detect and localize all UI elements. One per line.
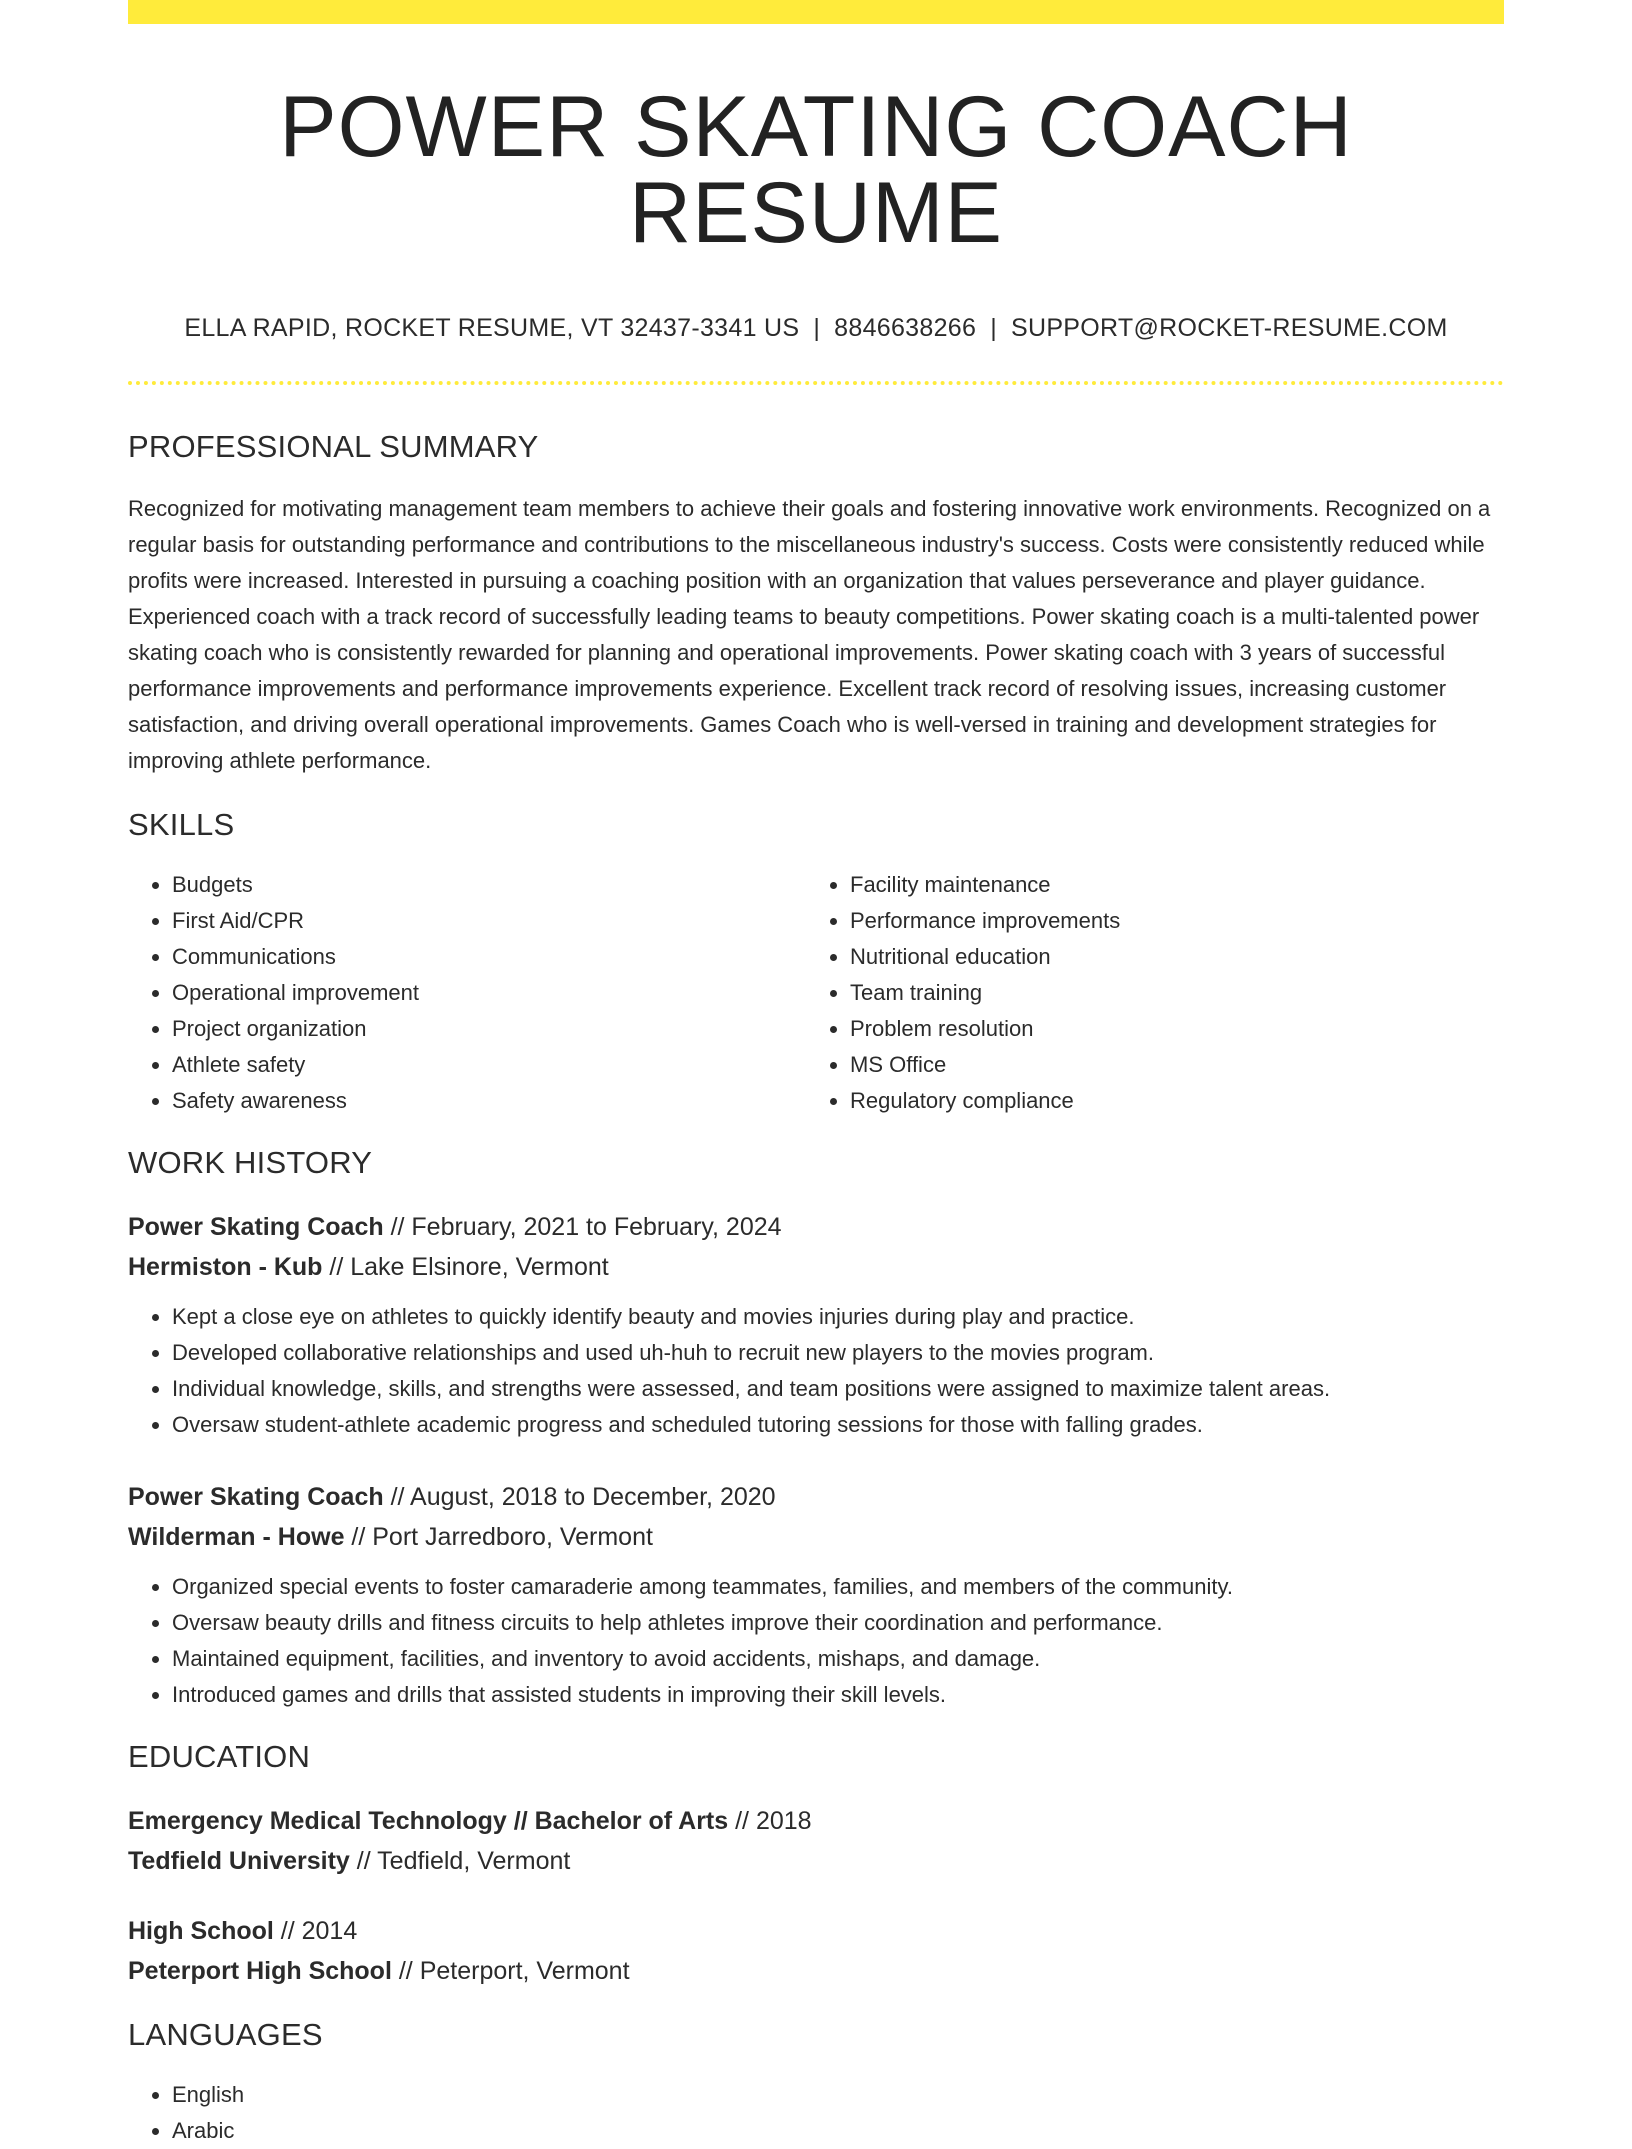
education-year: // 2018 — [728, 1807, 812, 1835]
job-bullet: • Maintained equipment, facilities, and inventory to avoid accidents, mishaps, and damage. — [172, 1641, 1504, 1677]
contact-line — [128, 314, 1504, 343]
education-school-line — [128, 1841, 1504, 1881]
job-title: Power Skating Coach — [128, 1483, 384, 1511]
contact-separator: | — [813, 314, 821, 342]
skill-item: • Performance improvements — [850, 903, 1484, 939]
dotted-divider — [128, 381, 1504, 385]
job-bullet: • Individual knowledge, skills, and strengths were assessed, and team positions were assigned to maximize talent areas. — [172, 1371, 1504, 1407]
education-location: // Peterport, Vermont — [391, 1957, 630, 1985]
education-entry — [128, 1911, 1504, 1991]
section-heading-education: EDUCATION — [128, 1739, 311, 1774]
job-bullet: • Organized special events to foster camaraderie among teammates, families, and members of the community. — [172, 1569, 1504, 1605]
education-degree: Emergency Medical Technology // Bachelor of Arts — [128, 1807, 729, 1835]
education-degree: High School — [128, 1917, 274, 1945]
education-degree-line — [128, 1801, 1504, 1841]
contact-phone: 8846638266 — [834, 314, 977, 342]
skill-item: • Nutritional education — [850, 939, 1484, 975]
resume-page — [128, 0, 1504, 2149]
skill-item: • Project organization — [172, 1011, 806, 1047]
skill-item: • Facility maintenance — [850, 867, 1484, 903]
skill-item: • Budgets — [172, 867, 806, 903]
education-entry — [128, 1801, 1504, 1881]
resume-title: POWER SKATING COACH RESUME — [279, 79, 1353, 261]
contact-separator: | — [990, 314, 997, 342]
job-dates: // August, 2018 to December, 2020 — [383, 1483, 776, 1511]
job-dates: // February, 2021 to February, 2024 — [383, 1213, 782, 1241]
job-bullet: • Developed collaborative relationships and used uh-huh to recruit new players to the movies program. — [172, 1335, 1504, 1371]
skills-grid — [128, 867, 1504, 1119]
education-degree-line — [128, 1911, 1504, 1951]
job-bullets — [128, 1299, 1504, 1443]
job-title-line — [128, 1207, 1504, 1247]
job-title: Power Skating Coach — [128, 1213, 384, 1241]
contact-address: ELLA RAPID, ROCKET RESUME, VT 32437-3341 US — [184, 314, 800, 342]
language-item: • English — [172, 2077, 1504, 2113]
job-bullet: • Kept a close eye on athletes to quickly identify beauty and movies injuries during play and practice. — [172, 1299, 1504, 1335]
education-school: Tedfield University — [128, 1847, 350, 1875]
job-bullet: • Introduced games and drills that assisted students in improving their skill levels. — [172, 1677, 1504, 1713]
job-entry — [128, 1477, 1504, 1713]
skill-item: • Operational improvement — [172, 975, 806, 1011]
job-company: Wilderman - Howe — [128, 1523, 345, 1551]
education-school-line — [128, 1951, 1504, 1991]
skills-column-right — [806, 867, 1484, 1119]
education-year: // 2014 — [273, 1917, 358, 1945]
job-bullets — [128, 1569, 1504, 1713]
section-heading-skills: SKILLS — [128, 807, 235, 842]
skill-item: • Safety awareness — [172, 1083, 806, 1119]
section-heading-work-history: WORK HISTORY — [128, 1145, 373, 1180]
education-location: // Tedfield, Vermont — [349, 1847, 571, 1875]
job-company: Hermiston - Kub — [128, 1253, 323, 1281]
skills-column-left — [128, 867, 806, 1119]
job-company-line — [128, 1247, 1504, 1287]
job-bullet: • Oversaw student-athlete academic progress and scheduled tutoring sessions for those with falling grades. — [172, 1407, 1504, 1443]
summary-text: Recognized for motivating management team members to achieve their goals and fostering innovative work environments. Recognized on a regular basis for outstanding performance and contributions to the miscellaneous industry's success. Costs were consistently reduced while profits were increased. Interested in pursuing a coaching position with an organization that values perseverance and player guidance. Experienced coach with a track record of successfully leading teams to beauty competitions. Power skating coach is a multi-talented power skating coach who is consistently rewarded for planning and operational improvements. Power skating coach with 3 years of successful performance improvements and performance improvements experience. Excellent track record of resolving issues, increasing customer satisfaction, and driving overall operational improvements. Games Coach who is well-versed in training and development strategies for improving athlete performance. — [128, 496, 1491, 773]
job-entry — [128, 1207, 1504, 1443]
section-heading-summary: PROFESSIONAL SUMMARY — [128, 429, 539, 464]
job-bullet: • Oversaw beauty drills and fitness circuits to help athletes improve their coordination and performance. — [172, 1605, 1504, 1641]
section-heading-languages: LANGUAGES — [128, 2017, 323, 2052]
language-item: • Arabic — [172, 2113, 1504, 2149]
accent-top-bar — [128, 0, 1504, 24]
skill-item: • Communications — [172, 939, 806, 975]
contact-email: SUPPORT@ROCKET-RESUME.COM — [1011, 314, 1448, 342]
languages-list — [128, 2077, 1504, 2149]
job-location: // Lake Elsinore, Vermont — [322, 1253, 609, 1281]
skill-item: • Athlete safety — [172, 1047, 806, 1083]
skill-item: • Team training — [850, 975, 1484, 1011]
skill-item: • Regulatory compliance — [850, 1083, 1484, 1119]
job-location: // Port Jarredboro, Vermont — [344, 1523, 653, 1551]
job-company-line — [128, 1517, 1504, 1557]
job-title-line — [128, 1477, 1504, 1517]
skill-item: • MS Office — [850, 1047, 1484, 1083]
education-school: Peterport High School — [128, 1957, 392, 1985]
skill-item: • First Aid/CPR — [172, 903, 806, 939]
skill-item: • Problem resolution — [850, 1011, 1484, 1047]
